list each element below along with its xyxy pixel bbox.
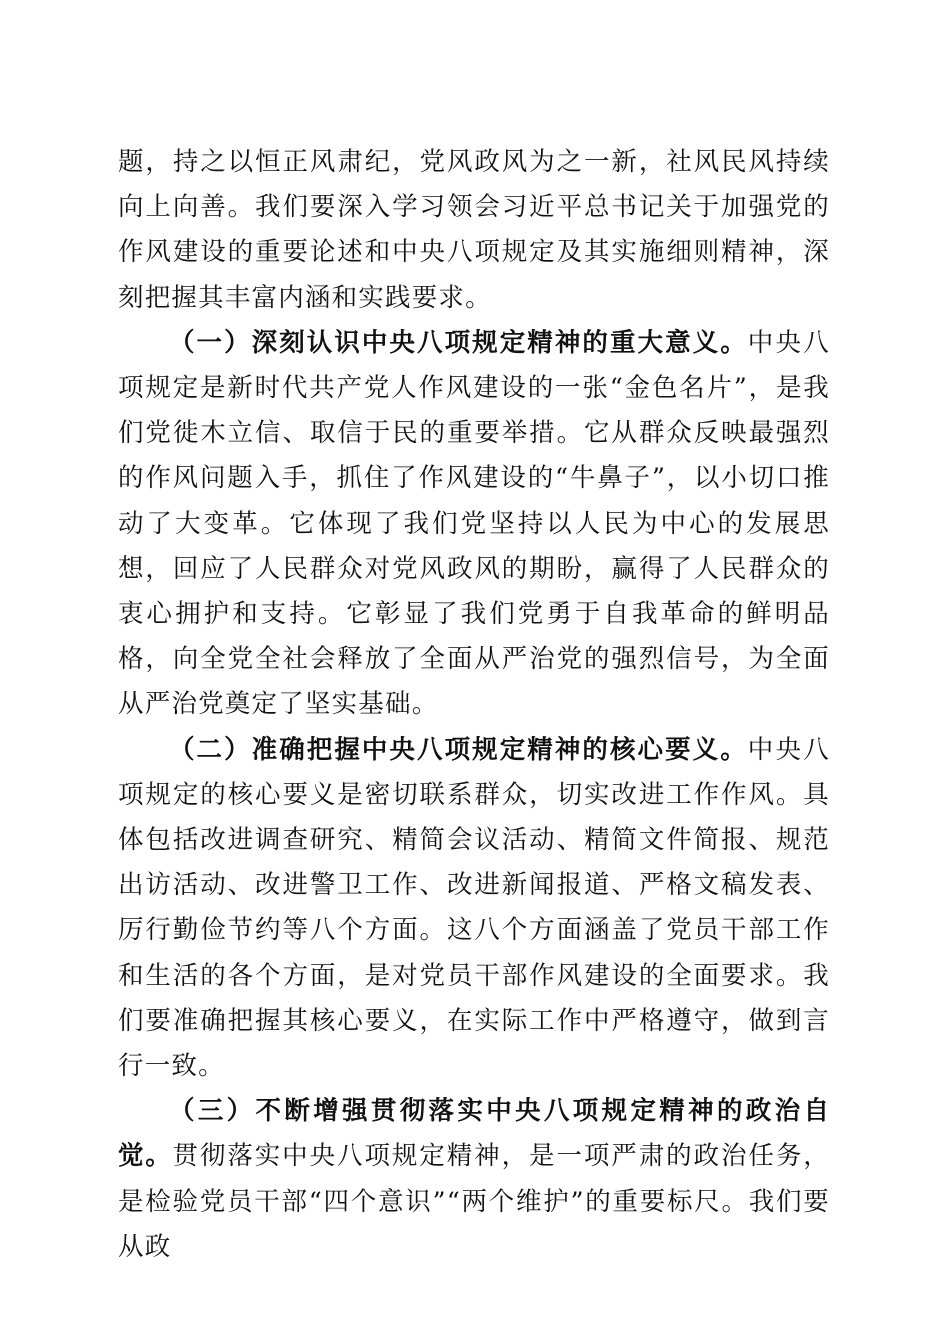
paragraph-text: 中央八项规定是新时代共产党人作风建设的一张“金色名片”，是我们党徙木立信、取信于民的重要举措。它从群众反映最强烈的作风问题入手，抓住了作风建设的“牛鼻子”，以小切口推动了大变革。它体现了我们党坚持以人民为中心的发展思想，回应了人民群众对党风政风的期盼，赢得了人民群众的衷心拥护和支持。它彰显了我们党勇于自我革命的鲜明品格，向全党全社会释放了全面从严治党的强烈信号，为全面从严治党奠定了坚实基础。 (118, 327, 830, 720)
paragraph-section-1 (118, 321, 830, 728)
paragraph-continued (118, 140, 830, 321)
section-heading: （一）深刻认识中央八项规定精神的重大意义。 (169, 327, 748, 358)
paragraph-section-2 (118, 728, 830, 1090)
paragraph-text: 贯彻落实中央八项规定精神，是一项严肃的政治任务，是检验党员干部“四个意识”“两个维护”的重要标尺。我们要从政 (118, 1141, 830, 1262)
document-page (118, 140, 830, 1270)
paragraph-text: 题，持之以恒正风肃纪，党风政风为之一新，社风民风持续向上向善。我们要深入学习领会习近平总书记关于加强党的作风建设的重要论述和中央八项规定及其实施细则精神，深刻把握其丰富内涵和实践要求。 (118, 147, 830, 313)
paragraph-section-3 (118, 1089, 830, 1270)
section-heading: （三）不断增强贯彻落实中央八项规定精神的政治自觉。 (118, 1096, 830, 1172)
paragraph-text: 中央八项规定的核心要义是密切联系群众，切实改进工作作风。具体包括改进调查研究、精简会议活动、精简文件简报、规范出访活动、改进警卫工作、改进新闻报道、严格文稿发表、厉行勤俭节约等八个方面。这八个方面涵盖了党员干部工作和生活的各个方面，是对党员干部作风建设的全面要求。我们要准确把握其核心要义，在实际工作中严格遵守，做到言行一致。 (118, 734, 830, 1082)
section-heading: （二）准确把握中央八项规定精神的核心要义。 (169, 734, 748, 765)
